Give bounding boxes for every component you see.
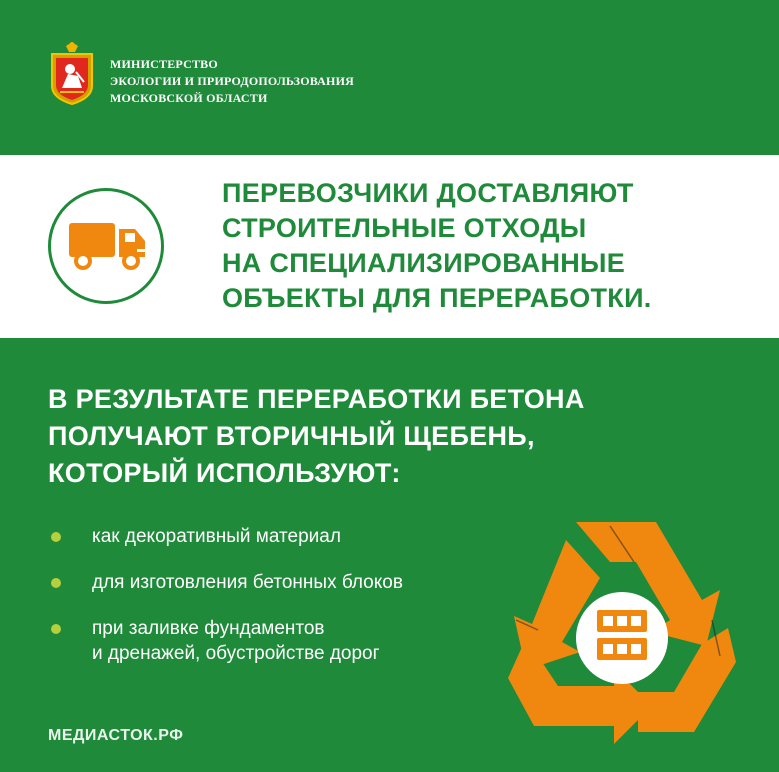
recycle-arrows-icon: [506, 520, 738, 745]
ministry-line: ЭКОЛОГИИ И ПРИРОДОПОЛЬЗОВАНИЯ: [110, 74, 354, 88]
result-line: КОТОРЫЙ ИСПОЛЬЗУЮТ:: [48, 458, 401, 488]
headline-line: ОБЪЕКТЫ ДЛЯ ПЕРЕРАБОТКИ.: [222, 283, 652, 313]
list-item-text: при заливке фундаментов: [92, 618, 325, 639]
ministry-line: МОСКОВСКОЙ ОБЛАСТИ: [110, 91, 268, 105]
moscow-oblast-emblem-icon: [48, 42, 96, 106]
list-item: [48, 570, 468, 595]
truck-badge: [48, 188, 164, 304]
result-line: В РЕЗУЛЬТАТЕ ПЕРЕРАБОТКИ БЕТОНА: [48, 384, 585, 414]
headline-line: СТРОИТЕЛЬНЫЕ ОТХОДЫ: [222, 213, 587, 243]
result-line: ПОЛУЧАЮТ ВТОРИЧНЫЙ ЩЕБЕНЬ,: [48, 421, 535, 451]
ministry-line: МИНИСТЕРСТВО: [110, 57, 218, 71]
header: [0, 0, 779, 155]
bullet-icon: [51, 578, 61, 588]
uses-list: [48, 524, 468, 687]
result-heading: [48, 381, 585, 492]
footer-site: МЕДИАСТОК.РФ: [48, 727, 184, 744]
headline-line: ПЕРЕВОЗЧИКИ ДОСТАВЛЯЮТ: [222, 178, 634, 208]
bullet-icon: [51, 624, 61, 634]
bullet-icon: [51, 532, 61, 542]
list-item-text: для изготовления бетонных блоков: [92, 572, 403, 593]
list-item-text: как декоративный материал: [92, 526, 341, 547]
headline: [222, 176, 652, 316]
list-item: [48, 616, 468, 666]
headline-line: НА СПЕЦИАЛИЗИРОВАННЫЕ: [222, 248, 626, 278]
list-item: [48, 524, 468, 549]
list-item-text: и дренажей, обустройстве дорог: [92, 643, 380, 664]
ministry-name: [110, 56, 354, 107]
truck-icon: [69, 219, 149, 275]
